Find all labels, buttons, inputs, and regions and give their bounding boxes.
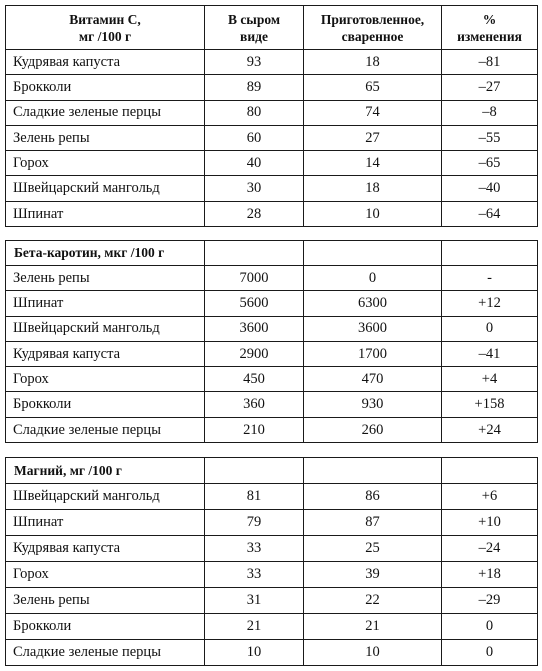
cooked-value: 260 [304, 417, 442, 442]
raw-value: 21 [205, 614, 304, 640]
cooked-value: 86 [304, 484, 442, 510]
magnesium-header-nutrient: Магний, мг /100 г [6, 458, 205, 484]
vegetable-name: Горох [6, 562, 205, 588]
raw-value: 5600 [205, 291, 304, 316]
table-row [6, 75, 538, 100]
table-row [6, 392, 538, 417]
vegetable-name: Сладкие зеленые перцы [6, 640, 205, 666]
header-line: виде [240, 28, 268, 44]
vitamin-c-rows [6, 50, 538, 227]
vegetable-name: Кудрявая капуста [6, 536, 205, 562]
change-value: –29 [442, 588, 538, 614]
table-row [6, 510, 538, 536]
cooked-value: 10 [304, 640, 442, 666]
beta-carotene-table [5, 240, 538, 443]
vitamin-c-header-row [6, 6, 538, 50]
change-value: - [442, 266, 538, 291]
table-row [6, 100, 538, 125]
cooked-value: 10 [304, 201, 442, 226]
cooked-value: 39 [304, 562, 442, 588]
change-value: –55 [442, 125, 538, 150]
cooked-value: 0 [304, 266, 442, 291]
table-row [6, 201, 538, 226]
beta-carotene-header-row [6, 241, 538, 266]
change-value: 0 [442, 640, 538, 666]
header-line: сваренное [341, 28, 404, 44]
raw-value: 40 [205, 151, 304, 176]
vegetable-name: Горох [6, 367, 205, 392]
vegetable-name: Брокколи [6, 614, 205, 640]
raw-value: 2900 [205, 341, 304, 366]
table-row [6, 125, 538, 150]
raw-value: 210 [205, 417, 304, 442]
table-row [6, 484, 538, 510]
vitamin-c-table [5, 5, 538, 227]
change-value: +12 [442, 291, 538, 316]
table-row [6, 316, 538, 341]
magnesium-rows [6, 484, 538, 666]
vegetable-name: Горох [6, 151, 205, 176]
change-value: –8 [442, 100, 538, 125]
raw-value: 360 [205, 392, 304, 417]
raw-value: 30 [205, 176, 304, 201]
vegetable-name: Шпинат [6, 291, 205, 316]
magnesium-header-row [6, 458, 538, 484]
raw-value: 81 [205, 484, 304, 510]
change-value: +158 [442, 392, 538, 417]
magnesium-header-empty-raw [205, 458, 304, 484]
change-value: +6 [442, 484, 538, 510]
cooked-value: 470 [304, 367, 442, 392]
beta-carotene-header-nutrient: Бета-каротин, мкг /100 г [6, 241, 205, 266]
change-value: –65 [442, 151, 538, 176]
cooked-value: 1700 [304, 341, 442, 366]
change-value: –27 [442, 75, 538, 100]
cooked-value: 930 [304, 392, 442, 417]
vegetable-name: Швейцарский мангольд [6, 484, 205, 510]
raw-value: 60 [205, 125, 304, 150]
table-row [6, 614, 538, 640]
change-value: –64 [442, 201, 538, 226]
beta-carotene-rows [6, 266, 538, 443]
change-value: +10 [442, 510, 538, 536]
beta-carotene-header-empty-cooked [304, 241, 442, 266]
table-row [6, 266, 538, 291]
cooked-value: 6300 [304, 291, 442, 316]
table-row [6, 588, 538, 614]
vitamin-c-header-raw [205, 6, 304, 50]
header-line: % [482, 11, 497, 27]
magnesium-table [5, 457, 538, 666]
cooked-value: 27 [304, 125, 442, 150]
table-row [6, 417, 538, 442]
cooked-value: 3600 [304, 316, 442, 341]
change-value: 0 [442, 316, 538, 341]
vegetable-name: Швейцарский мангольд [6, 316, 205, 341]
raw-value: 3600 [205, 316, 304, 341]
raw-value: 28 [205, 201, 304, 226]
raw-value: 31 [205, 588, 304, 614]
vegetable-name: Зелень репы [6, 266, 205, 291]
cooked-value: 14 [304, 151, 442, 176]
change-value: –41 [442, 341, 538, 366]
cooked-value: 25 [304, 536, 442, 562]
table-row [6, 562, 538, 588]
change-value: –24 [442, 536, 538, 562]
magnesium-header-empty-cooked [304, 458, 442, 484]
vegetable-name: Зелень репы [6, 125, 205, 150]
change-value: +4 [442, 367, 538, 392]
vegetable-name: Кудрявая капуста [6, 341, 205, 366]
raw-value: 450 [205, 367, 304, 392]
vegetable-name: Зелень репы [6, 588, 205, 614]
table-row [6, 640, 538, 666]
vegetable-name: Кудрявая капуста [6, 50, 205, 75]
beta-carotene-header-empty-raw [205, 241, 304, 266]
cooked-value: 65 [304, 75, 442, 100]
vitamin-c-header-cooked [304, 6, 442, 50]
table-row [6, 50, 538, 75]
raw-value: 79 [205, 510, 304, 536]
cooked-value: 74 [304, 100, 442, 125]
change-value: +24 [442, 417, 538, 442]
raw-value: 80 [205, 100, 304, 125]
raw-value: 33 [205, 536, 304, 562]
vegetable-name: Сладкие зеленые перцы [6, 100, 205, 125]
cooked-value: 22 [304, 588, 442, 614]
vegetable-name: Швейцарский мангольд [6, 176, 205, 201]
raw-value: 10 [205, 640, 304, 666]
raw-value: 7000 [205, 266, 304, 291]
table-row [6, 536, 538, 562]
change-value: +18 [442, 562, 538, 588]
vegetable-name: Брокколи [6, 75, 205, 100]
change-value: –40 [442, 176, 538, 201]
cooked-value: 87 [304, 510, 442, 536]
raw-value: 33 [205, 562, 304, 588]
beta-carotene-header-empty-change [442, 241, 538, 266]
change-value: –81 [442, 50, 538, 75]
table-row [6, 291, 538, 316]
cooked-value: 18 [304, 50, 442, 75]
header-line: В сыром [227, 11, 281, 27]
vegetable-name: Шпинат [6, 201, 205, 226]
cooked-value: 18 [304, 176, 442, 201]
vegetable-name: Сладкие зеленые перцы [6, 417, 205, 442]
table-row [6, 367, 538, 392]
vitamin-c-header-nutrient [6, 6, 205, 50]
table-row [6, 176, 538, 201]
magnesium-header-empty-change [442, 458, 538, 484]
change-value: 0 [442, 614, 538, 640]
vegetable-name: Шпинат [6, 510, 205, 536]
raw-value: 93 [205, 50, 304, 75]
vitamin-c-header-change [442, 6, 538, 50]
table-row [6, 341, 538, 366]
header-line: Приготовленное, [320, 11, 425, 27]
header-line: мг /100 г [78, 28, 132, 44]
table-row [6, 151, 538, 176]
raw-value: 89 [205, 75, 304, 100]
vegetable-name: Брокколи [6, 392, 205, 417]
cooked-value: 21 [304, 614, 442, 640]
header-line: Витамин С, [69, 11, 141, 27]
header-line: изменения [457, 28, 522, 44]
